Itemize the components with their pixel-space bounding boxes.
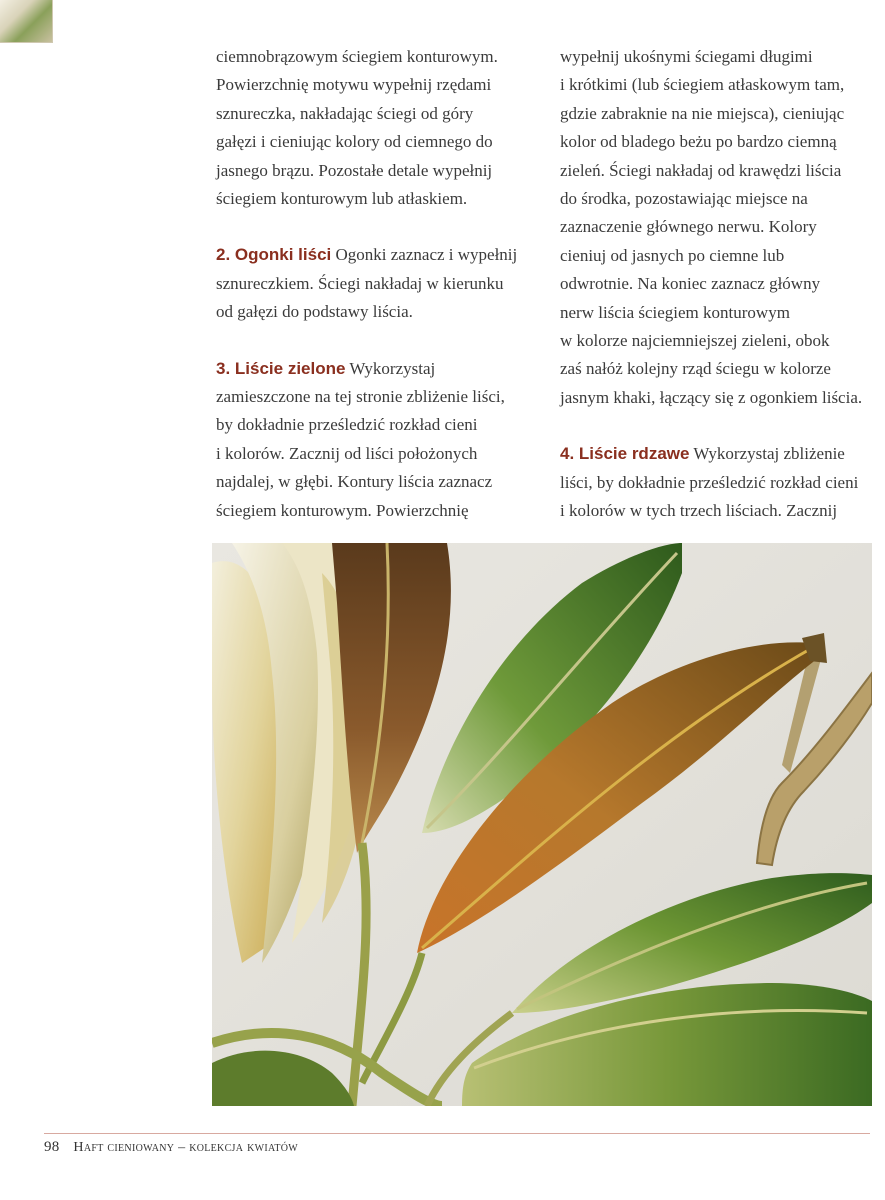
text-line: jasnym khaki, łączący się z ogonkiem liścia. — [560, 387, 863, 407]
embroidery-leaves-photo — [212, 543, 872, 1106]
text-line: Ogonki zaznacz i wypełnij — [331, 245, 518, 265]
section-2-heading: 2. Ogonki liści — [216, 245, 332, 265]
text-line: liści, by dokładnie prześledzić rozkład cieni — [560, 472, 859, 492]
text-line: gałęzi i cieniując kolory od ciemnego do — [216, 132, 493, 152]
text-line: sznureczkiem. Ściegi nakładaj w kierunku — [216, 273, 504, 293]
text-line: by dokładnie prześledzić rozkład cieni — [216, 415, 478, 435]
text-line: kolor od bladego beżu po bardzo ciemną — [560, 132, 837, 152]
text-line: do środka, pozostawiając miejsce na — [560, 189, 808, 209]
corner-thumbnail-image — [0, 0, 53, 43]
continued-paragraph — [560, 43, 878, 412]
text-line: i kolorów w tych trzech liściach. Zacznij — [560, 501, 838, 521]
embroidery-illustration — [212, 543, 872, 1106]
text-line: w kolorze najciemniejszej zieleni, obok — [560, 331, 830, 351]
text-line: nerw liścia ściegiem konturowym — [560, 302, 790, 322]
text-line: od gałęzi do podstawy liścia. — [216, 302, 413, 322]
section-3-paragraph — [216, 355, 536, 525]
section-4-heading: 4. Liście rdzawe — [560, 444, 690, 464]
intro-paragraph — [216, 43, 536, 213]
page-footer — [44, 1139, 298, 1156]
text-line: i krótkimi (lub ściegiem atłaskowym tam, — [560, 75, 845, 95]
text-line: ściegiem konturowym. Powierzchnię — [216, 500, 469, 520]
text-line: jasnego brązu. Pozostałe detale wypełnij — [216, 160, 493, 180]
text-line: ściegiem konturowym lub atłaskiem. — [216, 189, 468, 209]
text-line: zaś nałóż kolejny rząd ściegu w kolorze — [560, 359, 831, 379]
text-line: wypełnij ukośnymi ściegami długimi — [560, 47, 813, 66]
section-3-heading: 3. Liście zielone — [216, 358, 346, 378]
text-line: zaznaczenie głównego nerwu. Kolory — [560, 217, 817, 237]
footer-divider — [44, 1133, 870, 1134]
text-line: zamieszczone na tej stronie zbliżenie liści, — [216, 387, 505, 407]
page-number: 98 — [44, 1139, 60, 1155]
text-line: Wykorzystaj — [345, 358, 436, 378]
text-line: sznureczka, nakładając ściegi od góry — [216, 103, 474, 123]
text-line: ciemnobrązowym ściegiem konturowym. — [216, 47, 498, 66]
text-line: i kolorów. Zacznij od liści położonych — [216, 443, 478, 463]
text-line: Powierzchnię motywu wypełnij rzędami — [216, 75, 492, 95]
text-line: najdalej, w głębi. Kontury liścia zaznacz — [216, 472, 493, 492]
running-title: Haft cieniowany – kolekcja kwiatów — [73, 1140, 299, 1155]
left-text-column — [216, 43, 536, 525]
text-line: odwrotnie. Na koniec zaznacz główny — [560, 274, 821, 294]
text-line: gdzie zabraknie na nie miejsca), cieniując — [560, 103, 845, 123]
text-line: Wykorzystaj zbliżenie — [689, 444, 845, 464]
right-text-column — [560, 43, 878, 526]
text-line: zieleń. Ściegi nakładaj od krawędzi liścia — [560, 160, 842, 180]
section-2-paragraph — [216, 241, 536, 326]
text-line: cieniuj od jasnych po ciemne lub — [560, 245, 785, 265]
section-4-paragraph — [560, 440, 878, 525]
